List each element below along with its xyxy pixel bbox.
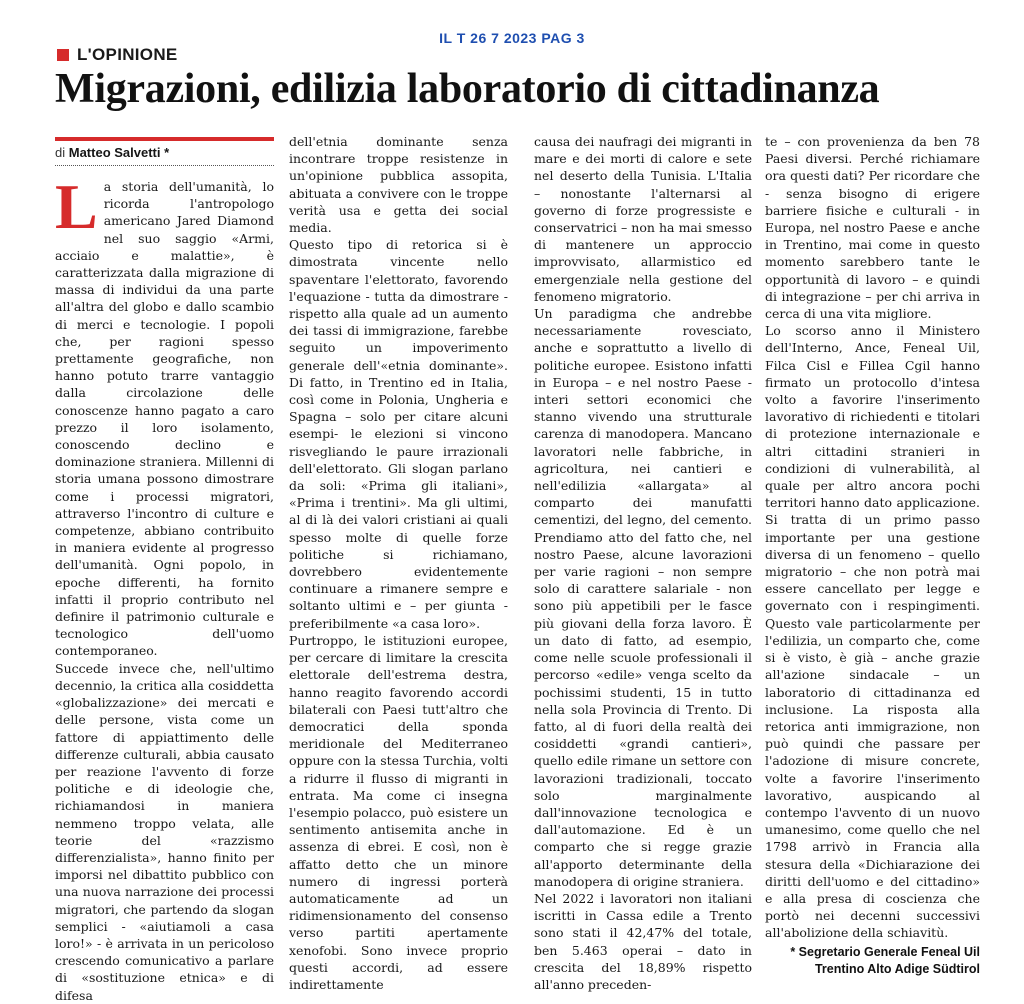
- byline-author: Matteo Salvetti *: [68, 145, 170, 160]
- section-heading: [57, 45, 178, 65]
- signature-line-region: Trentino Alto Adige Südtirol: [814, 961, 980, 976]
- headline: Migrazioni, edilizia laboratorio di cittadinanza: [55, 66, 880, 112]
- paragraph: Succede invece che, nell'ultimo decennio, la critica alla cosiddetta «globalizzazione» dei mercati e delle persone, vista come un fattore di appiattimento delle differenze culturali, abbia causato per reazione l'avvento di forze politiche e di ideologie che, richiamandosi in maniera nemmeno troppo velata, alle teorie del «razzismo differenzialista», hanno finito per imporsi nel dibattito pubblico con una nuova narrazione dei processi migratori, che partendo da slogan semplici - «aiutiamoli a casa loro!» - è arrivata in un pericoloso crescendo comunicativo a parlare di «sostituzione etnica» e di difesa: [55, 660, 274, 1003]
- article-column-4: [765, 133, 980, 978]
- section-marker-square: [57, 49, 69, 61]
- paragraph: dell'etnia dominante senza incontrare troppe resistenze in un'opinione pubblica assopita, abituata a convivere con le troppe verità usa e getta dei social media.: [289, 134, 508, 236]
- drop-cap: L: [55, 171, 98, 242]
- paragraph: Questo tipo di retorica si è dimostrata vincente nello spaventare l'elettorato, favorendo l'equazione - tutta da dimostrare - rispetto alla quale ad un aumento dei tassi di immigrazione, farebbe seguito un impoverimento generale dell'«etnia dominante». Di fatto, in Trentino ed in Italia, così come in Polonia, Ungheria e Spagna – solo per citare alcuni esempi- le elezioni si vincono risvegliando le paure irrazionali dell'elettorato. Gli slogan parlano da soli: «Prima gli italiani», «Prima i trentini». Ma gli ultimi, al di là dei valori cristiani ai quali spesso molte di quelle forze politiche si richiamano, dovrebbero evidentemente continuare a rimanere sempre e soltanto ultimi e – per giunta - preferibilmente «a casa loro».: [289, 237, 508, 631]
- byline: [55, 144, 274, 162]
- article-column-2: [289, 133, 508, 993]
- byline-dotted-rule: [55, 165, 274, 166]
- paragraph: a storia dell'umanità, lo ricorda l'antropologo americano Jared Diamond nel suo saggio «Armi, acciaio e malattie», è caratterizzata dalla migrazione di massa di individui da una parte all'altra del globo e dallo scambio di merci e tecnologie. I popoli che, per ragioni spesso prettamente geografiche, non hanno potuto trarre vantaggio dalla circolazione delle conoscenze hanno pagato a caro prezzo il loro isolamento, conoscendo declino e dominazione straniera. Millenni di storia umana possono dimostrare come i processi migratori, attraverso l'incontro di culture e competenze, abbiano contribuito in maniera evidente al progresso dell'umanità. Ogni popolo, in epoche differenti, ha fornito infatti il proprio contributo nel definire il patrimonio culturale e tecnologico dell'uomo contemporaneo.: [55, 179, 274, 659]
- article-column-1: [55, 171, 274, 1004]
- author-signature: [765, 944, 980, 978]
- article-column-3: [534, 133, 752, 993]
- byline-prefix: di: [55, 145, 66, 160]
- paragraph: Lo scorso anno il Ministero dell'Interno, Ance, Feneal Uil, Filca Cisl e Fillea Cgil hanno firmato un protocollo d'intesa volto a favorire l'inserimento lavorativo di richiedenti e titolari di protezione internazionale e altri cittadini stranieri in condizioni di vulnerabilità, al quale per altro ancora pochi territori hanno dato applicazione. Si tratta di un primo passo importante per una gestione diversa di un fenomeno – quello migratorio – che non potrà mai essere cancellato per legge e governato con i respingimenti. Questo vale particolarmente per l'edilizia, un comparto che, come si è visto, è già – anche grazie all'azione sindacale – un laboratorio di cittadinanza ed inclusione. La risposta alla retorica anti immigrazione, non può quindi che passare per l'adozione di misure concrete, volte a favorire l'inserimento lavorativo, auspicando al contempo l'avvento di un nuovo umanesimo, come quello che nel 1798 arrivò in Francia alla stesura della «Dichiarazione dei diritti dell'uomo e del cittadino» e alla presa di coscienza che portò nei decenni successivi all'abolizione della schiavitù.: [765, 323, 980, 941]
- paragraph: causa dei naufragi dei migranti in mare e dei morti di calore e sete nel deserto della Tunisia. L'Italia – nonostante l'alternarsi al governo di forze progressiste e conservatrici – non ha mai smesso di mantenere un approccio improvvisato, allarmistico ed emergenziale nella gestione del fenomeno migratorio.: [534, 134, 752, 304]
- page-reference-header: IL T 26 7 2023 PAG 3: [439, 30, 585, 46]
- section-label: L'OPINIONE: [77, 45, 178, 64]
- signature-line-role: * Segretario Generale Feneal Uil: [790, 944, 980, 959]
- paragraph: Un paradigma che andrebbe necessariamente rovesciato, anche e soprattutto a livello di politiche europee. Esistono infatti in Europa – e nel nostro Paese - interi settori economici che stanno vivendo una strutturale carenza di manodopera. Mancano lavoratori nelle fabbriche, in agricoltura, nei cantieri e nell'edilizia «allargata» al comparto dei manufatti cementizi, del legno, del cemento. Prendiamo atto del fatto che, nel nostro Paese, alcune lavorazioni per varie ragioni – non sempre solo di carattere salariale - non sono più appetibili per le fasce più giovani della forza lavoro. È un dato di fatto, ad esempio, come nelle scuole professionali il percorso «edile» venga scelto da pochissimi studenti, 15 in tutto nella sola Provincia di Trento. Di fatto, al di fuori della realtà dei cosiddetti «grandi cantieri», quello edile rimane un settore con lavorazioni tradizionali, toccato solo marginalmente dall'innovazione tecnologica e dall'automazione. Ed è un comparto che si regge grazie all'apporto determinante della manodopera di origine straniera.: [534, 306, 752, 889]
- byline-red-rule: [55, 137, 274, 141]
- paragraph: Nel 2022 i lavoratori non italiani iscritti in Cassa edile a Trento sono stati il 42,47% del totale, ben 5.463 operai – dato in crescita del 18,89% rispetto all'anno preceden-: [534, 890, 752, 992]
- paragraph: te – con provenienza da ben 78 Paesi diversi. Perché richiamare ora questi dati? Per ricordare che - senza bisogno di erigere barriere fisiche e culturali - in Europa, nel nostro Paese e anche in Trentino, mai come in questo momento sarebbero tante le opportunità di lavoro – e quindi di integrazione – per chi arriva in cerca di una vita migliore.: [765, 134, 980, 322]
- paragraph: Purtroppo, le istituzioni europee, per cercare di limitare la crescita elettorale dell'estrema destra, hanno reagito favorendo accordi bilaterali con Paesi tutt'altro che democratici della sponda meridionale del Mediterraneo oppure con la stessa Turchia, volti a ridurre il flusso di migranti in entrata. Ma come ci insegna l'esempio polacco, può esistere un sentimento antisemita anche in assenza di ebrei. E così, non è affatto detto che un minore numero di ingressi porterà automaticamente ad un ridimensionamento del consenso verso partiti apertamente xenofobi. Sono invece proprio questi accordi, ad essere indirettamente: [289, 632, 508, 992]
